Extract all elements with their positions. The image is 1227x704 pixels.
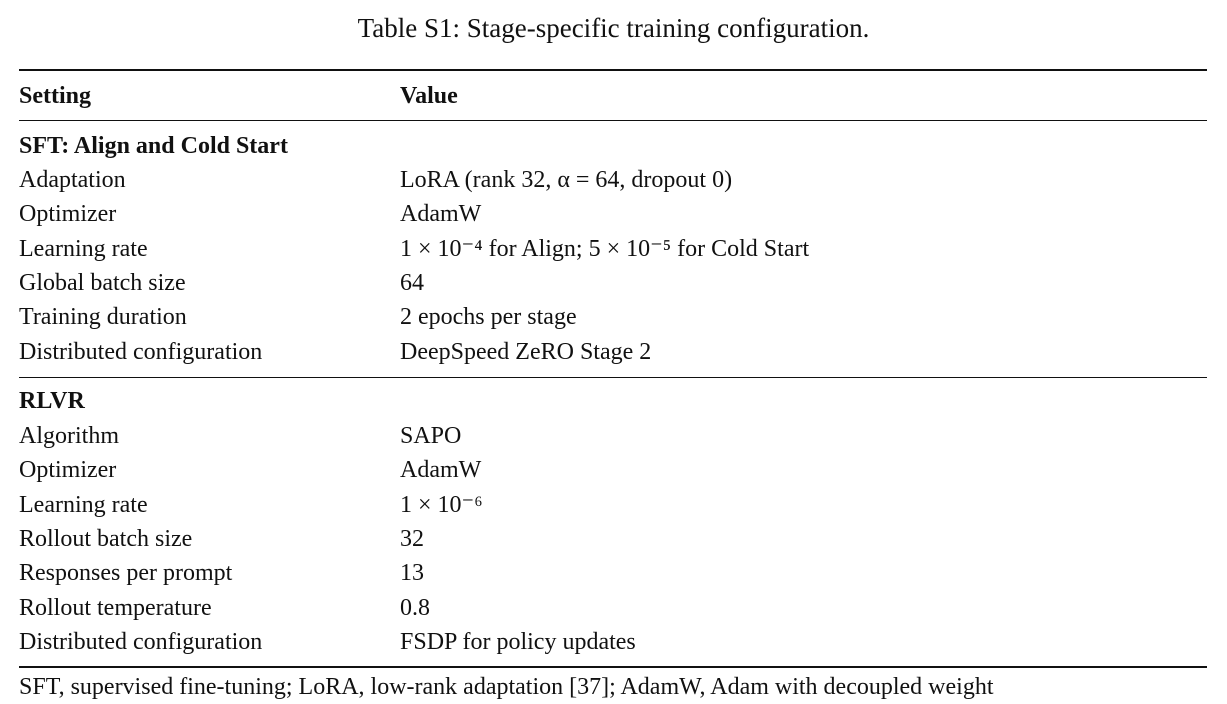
table-row: [0, 625, 1227, 659]
value-cell: 1 × 10⁻⁶: [400, 492, 483, 518]
value-cell: AdamW: [400, 457, 482, 483]
header-rule: [19, 120, 1207, 121]
value-cell: LoRA (rank 32, α = 64, dropout 0): [400, 167, 733, 193]
table-row: [0, 300, 1227, 334]
value-cell: 64: [400, 270, 424, 296]
table-row: [0, 556, 1227, 590]
value-cell: 32: [400, 526, 424, 552]
value-cell: 0.8: [400, 595, 430, 621]
table-row: [0, 453, 1227, 487]
value-cell: 13: [400, 560, 424, 586]
header-setting: Setting: [19, 83, 91, 109]
setting-cell: Learning rate: [19, 236, 148, 262]
table-row: [0, 522, 1227, 556]
table-row: [0, 197, 1227, 231]
table-row: [0, 591, 1227, 625]
value-cell: DeepSpeed ZeRO Stage 2: [400, 339, 652, 365]
section-rule: [19, 377, 1207, 378]
setting-cell: Distributed configuration: [19, 629, 263, 655]
value-cell: AdamW: [400, 201, 482, 227]
setting-cell: Training duration: [19, 304, 187, 330]
setting-cell: Distributed configuration: [19, 339, 263, 365]
table-header-row: [0, 79, 1227, 113]
value-cell: SAPO: [400, 423, 462, 449]
section-title: RLVR: [19, 388, 85, 414]
setting-cell: Optimizer: [19, 201, 117, 227]
setting-cell: Adaptation: [19, 167, 126, 193]
setting-cell: Global batch size: [19, 270, 186, 296]
table-row: [0, 488, 1227, 522]
setting-cell: Rollout temperature: [19, 595, 212, 621]
setting-cell: Responses per prompt: [19, 560, 233, 586]
setting-cell: Algorithm: [19, 423, 119, 449]
table-footnote: SFT, supervised fine-tuning; LoRA, low-rank adaptation [37]; AdamW, Adam with decoupled weight: [19, 674, 994, 700]
table-row: [0, 419, 1227, 453]
top-rule: [19, 69, 1207, 71]
table-row: [0, 266, 1227, 300]
value-cell: 1 × 10⁻⁴ for Align; 5 × 10⁻⁵ for Cold Start: [400, 236, 810, 262]
value-cell: FSDP for policy updates: [400, 629, 636, 655]
header-value: Value: [400, 83, 458, 109]
table-caption: Table S1: Stage-specific training configuration.: [357, 13, 870, 43]
table-row: [0, 163, 1227, 197]
value-cell: 2 epochs per stage: [400, 304, 577, 330]
table-row: [0, 335, 1227, 369]
setting-cell: Learning rate: [19, 492, 148, 518]
bottom-rule: [19, 666, 1207, 668]
section-title-rlvr: [0, 384, 1227, 418]
setting-cell: Rollout batch size: [19, 526, 193, 552]
table-row: [0, 232, 1227, 266]
section-title: SFT: Align and Cold Start: [19, 133, 288, 159]
section-title-sft: [0, 129, 1227, 163]
setting-cell: Optimizer: [19, 457, 117, 483]
